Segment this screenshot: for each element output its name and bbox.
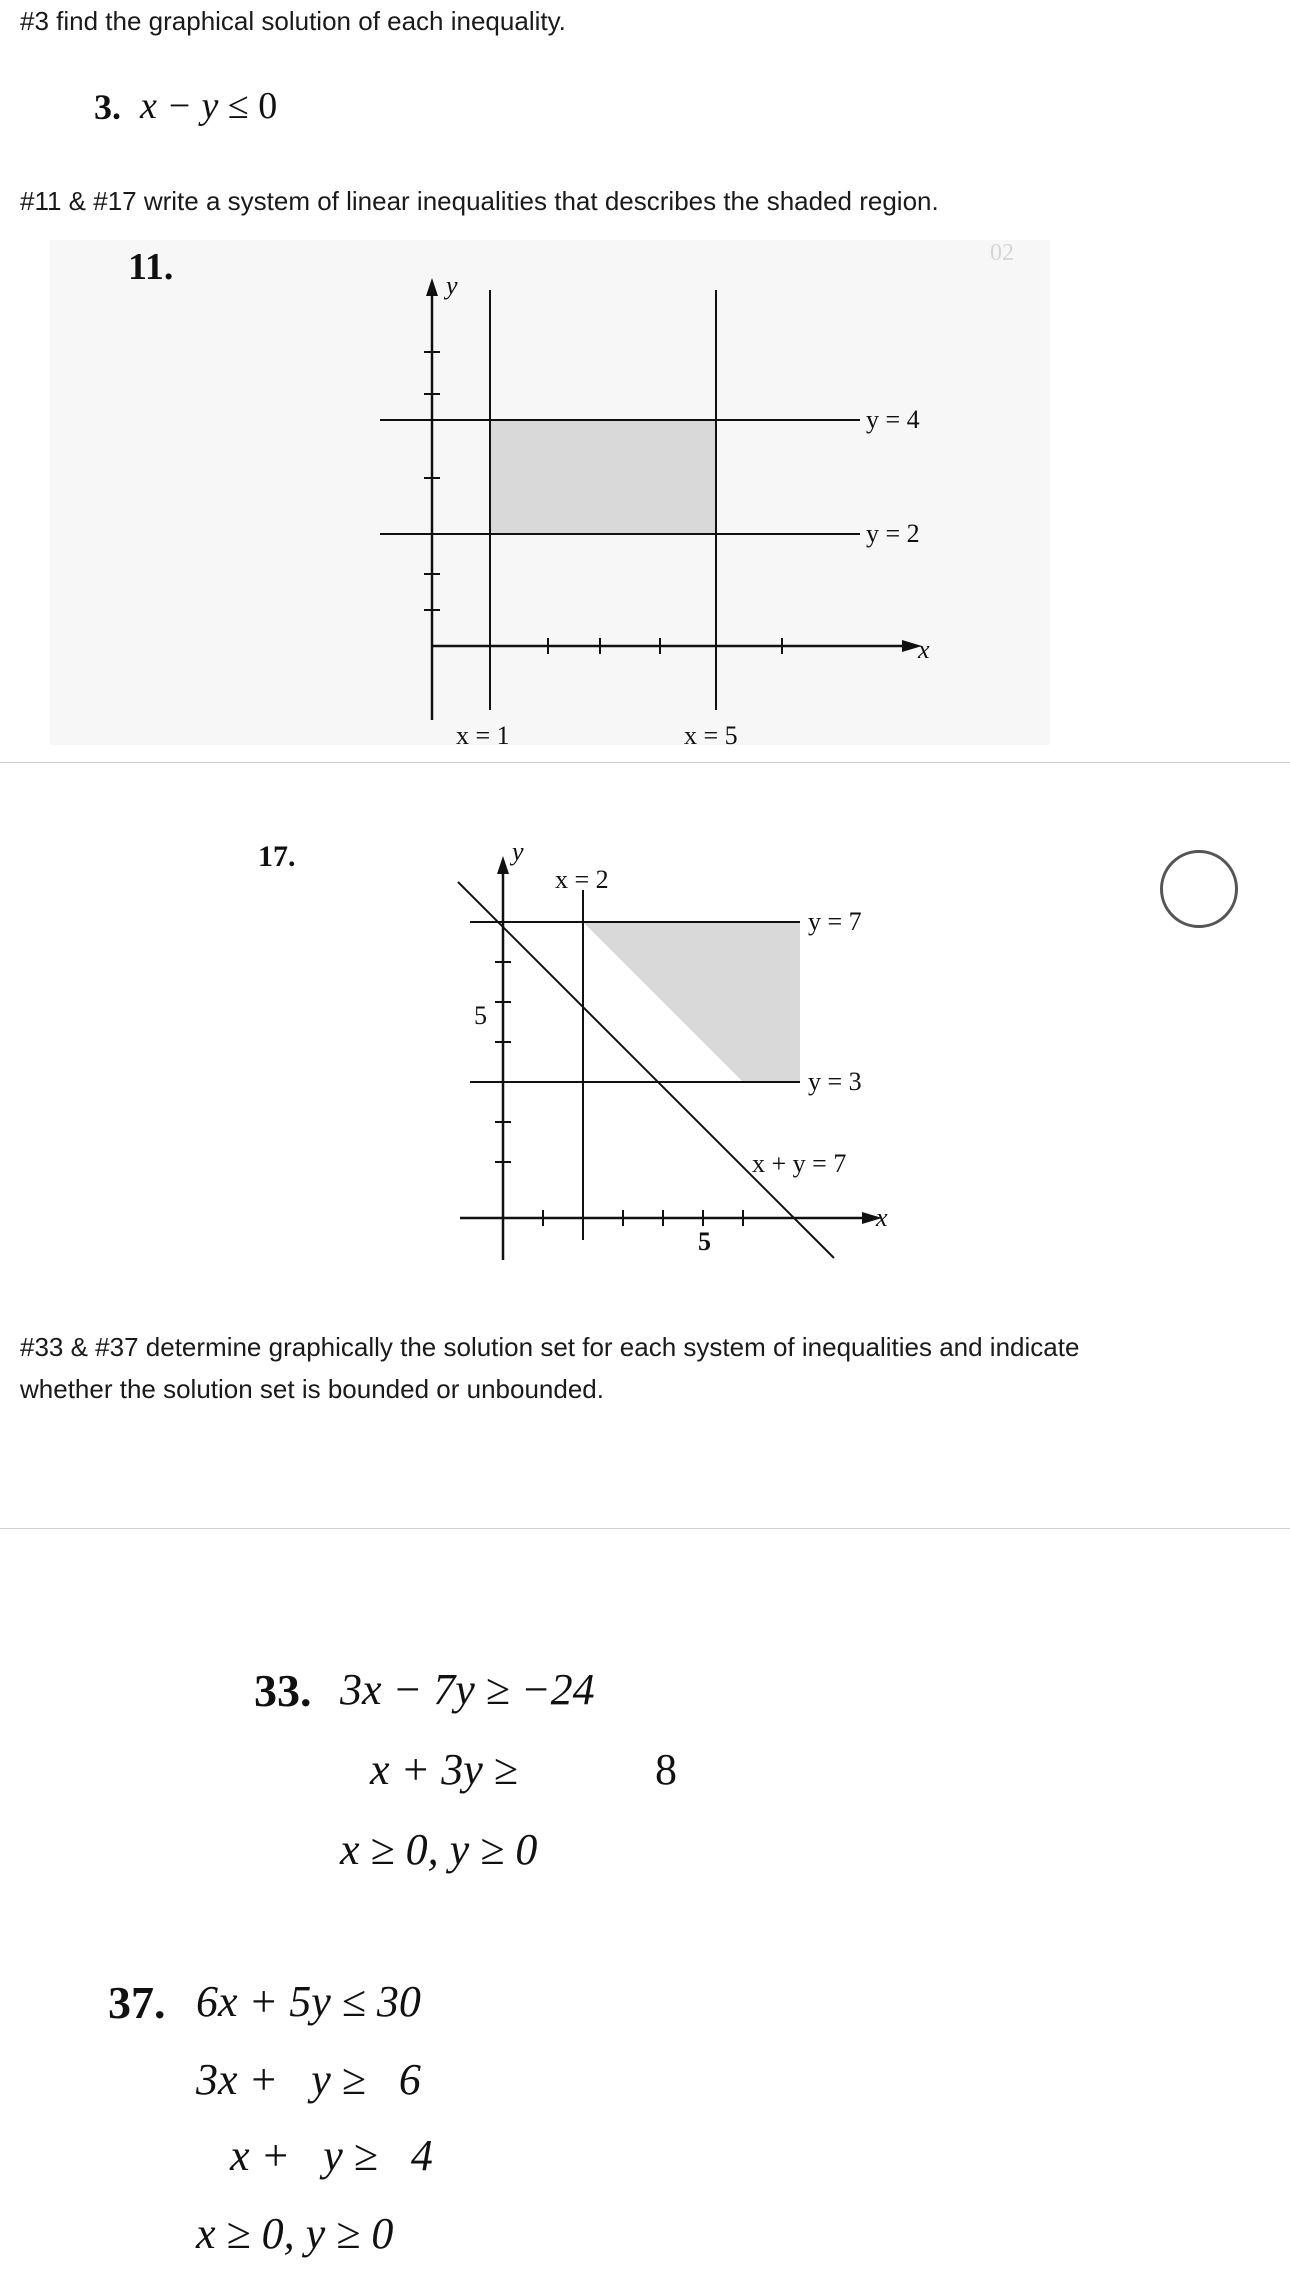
problem-11-label-y2: y = 2 (866, 519, 920, 548)
problem-17-tick-label-x5: 5 (698, 1227, 711, 1256)
problem-37-eq4 (196, 2208, 393, 2259)
problem-37-number: 37. (108, 1977, 166, 2028)
problem-17-tick-label-y5: 5 (474, 1001, 487, 1030)
problem-3-number: 3. (94, 87, 121, 127)
problem-3-lhs: x − y (140, 85, 219, 127)
problem-11-y-axis-label: y (446, 271, 458, 300)
problem-37-eq4-text: x ≥ 0, y ≥ 0 (196, 2209, 394, 2258)
problem-17-y-arrow (497, 856, 509, 874)
problem-11-label-y4: y = 4 (866, 405, 920, 434)
divider-2 (0, 1528, 1290, 1529)
problem-17-x-axis-label: x (876, 1203, 888, 1232)
problem-11-label-x1: x = 1 (456, 721, 510, 750)
problem-17-number: 17. (258, 840, 296, 873)
problem-11-number: 11. (128, 246, 174, 288)
instruction-q3: #3 find the graphical solution of each inequality. (20, 6, 566, 36)
problem-37-eq3-text: x + y ≥ 4 (230, 2131, 433, 2180)
problem-11-x-axis-label: x (918, 635, 930, 664)
problem-33-number: 33. (254, 1665, 312, 1716)
problem-17-y-axis-label: y (512, 837, 524, 866)
problem-17-label-y3: y = 3 (808, 1067, 862, 1096)
problem-37-eq1-text: 6x + 5y ≤ 30 (196, 1977, 421, 2026)
problem-37-eq3 (230, 2130, 433, 2181)
instruction-q33-37-line2: whether the solution set is bounded or unbounded. (20, 1374, 604, 1404)
problem-17-label-y7: y = 7 (808, 907, 862, 936)
problem-37-eq2 (196, 2054, 421, 2105)
problem-17-label-x2: x = 2 (555, 865, 609, 894)
problem-33-eq2 (370, 1744, 518, 1795)
instruction-q11-17: #11 & #17 write a system of linear inequalities that describes the shaded region. (20, 186, 939, 216)
problem-33-eq3 (340, 1824, 537, 1875)
problem-11-label-x5: x = 5 (684, 721, 738, 750)
instruction-q33-37-line1: #33 & #37 determine graphically the solution set for each system of inequalities and indicate (20, 1332, 1080, 1362)
problem-33-eq1 (340, 1664, 595, 1715)
problem-37-eq2-text: 3x + y ≥ 6 (196, 2055, 421, 2104)
problem-33-eq3-text: x ≥ 0, y ≥ 0 (340, 1825, 538, 1874)
problem-33-eq2-rhs: 8 (655, 1745, 677, 1794)
problem-17-label-diagonal: x + y = 7 (752, 1149, 847, 1178)
problem-11-bleed-text: 02 (990, 240, 1014, 266)
problem-3-rel: ≤ 0 (227, 85, 278, 127)
problem-17-shaded-region (583, 922, 800, 1082)
problem-33-eq2-lhs: x + 3y ≥ (370, 1745, 518, 1794)
problem-33-eq1-text: 3x − 7y ≥ −24 (340, 1665, 595, 1714)
problem-37-eq1 (196, 1976, 421, 2027)
